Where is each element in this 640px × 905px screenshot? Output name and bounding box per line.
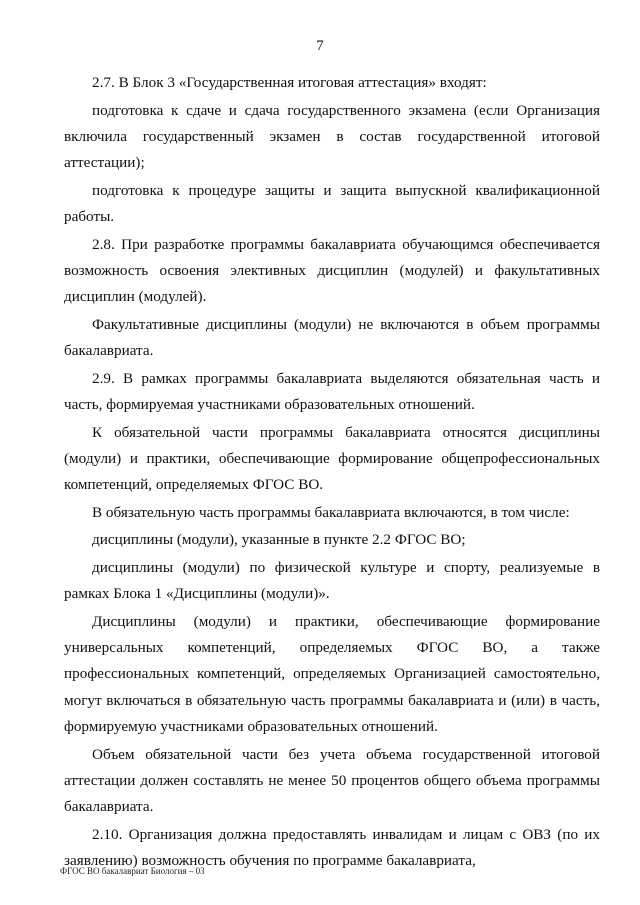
paragraph-2-7: 2.7. В Блок 3 «Государственная итоговая аттестация» входят: bbox=[92, 74, 487, 91]
document-body bbox=[64, 70, 600, 876]
paragraph-physical-culture: дисциплины (модули) по физической культуре и спорту, реализуемые в рамках Блока 1 «Дисциплины (модули)». bbox=[64, 559, 600, 603]
paragraph-mandatory-part: К обязательной части программы бакалавриата относятся дисциплины (модули) и практики, обеспечивающие формирование общепрофессиональных компетенций, определяемых ФГОС ВО. bbox=[64, 423, 600, 494]
paragraph-thesis-defense: подготовка к процедуре защиты и защита выпускной квалификационной работы. bbox=[64, 181, 600, 226]
paragraph-disciplines-2-2: дисциплины (модули), указанные в пункте 2.2 ФГОС ВО; bbox=[92, 531, 466, 549]
paragraph-exam-preparation: подготовка к сдаче и сдача государственного экзамена (если Организация включила государственный экзамен в состав государственной итоговой аттестации); bbox=[64, 101, 600, 172]
paragraph-mandatory-includes: В обязательную часть программы бакалавриата включаются, в том числе: bbox=[92, 503, 570, 521]
paragraph-optional-disciplines: Факультативные дисциплины (модули) не включаются в объем программы бакалавриата. bbox=[64, 315, 600, 360]
paragraph-universal-competencies: Дисциплины (модули) и практики, обеспечивающие формирование универсальных компетенций, определяемых ФГОС ВО, а также профессиональных компетенций, определяемых Организацией самостоятельно, могут включаться в обязательную часть программы бакалавриата и (или) в часть, формируемую участниками образовательных отношений. bbox=[64, 613, 600, 735]
page-footer: ФГОС ВО бакалавриат Биология – 03 bbox=[60, 866, 205, 876]
paragraph-mandatory-volume: Объем обязательной части без учета объема государственной итоговой аттестации должен составлять не менее 50 процентов общего объема программы бакалавриата. bbox=[64, 745, 600, 815]
paragraph-2-9: 2.9. В рамках программы бакалавриата выделяются обязательная часть и часть, формируемая участниками образовательных отношений. bbox=[64, 369, 600, 413]
paragraph-2-8: 2.8. При разработке программы бакалавриата обучающимся обеспечивается возможность освоения элективных дисциплин (модулей) и факультативных дисциплин (модулей). bbox=[64, 235, 600, 306]
paragraph-2-10: 2.10. Организация должна предоставлять инвалидам и лицам с ОВЗ (по их заявлению) возможность обучения по программе бакалавриата, bbox=[64, 825, 600, 869]
page-number: 7 bbox=[316, 38, 324, 54]
